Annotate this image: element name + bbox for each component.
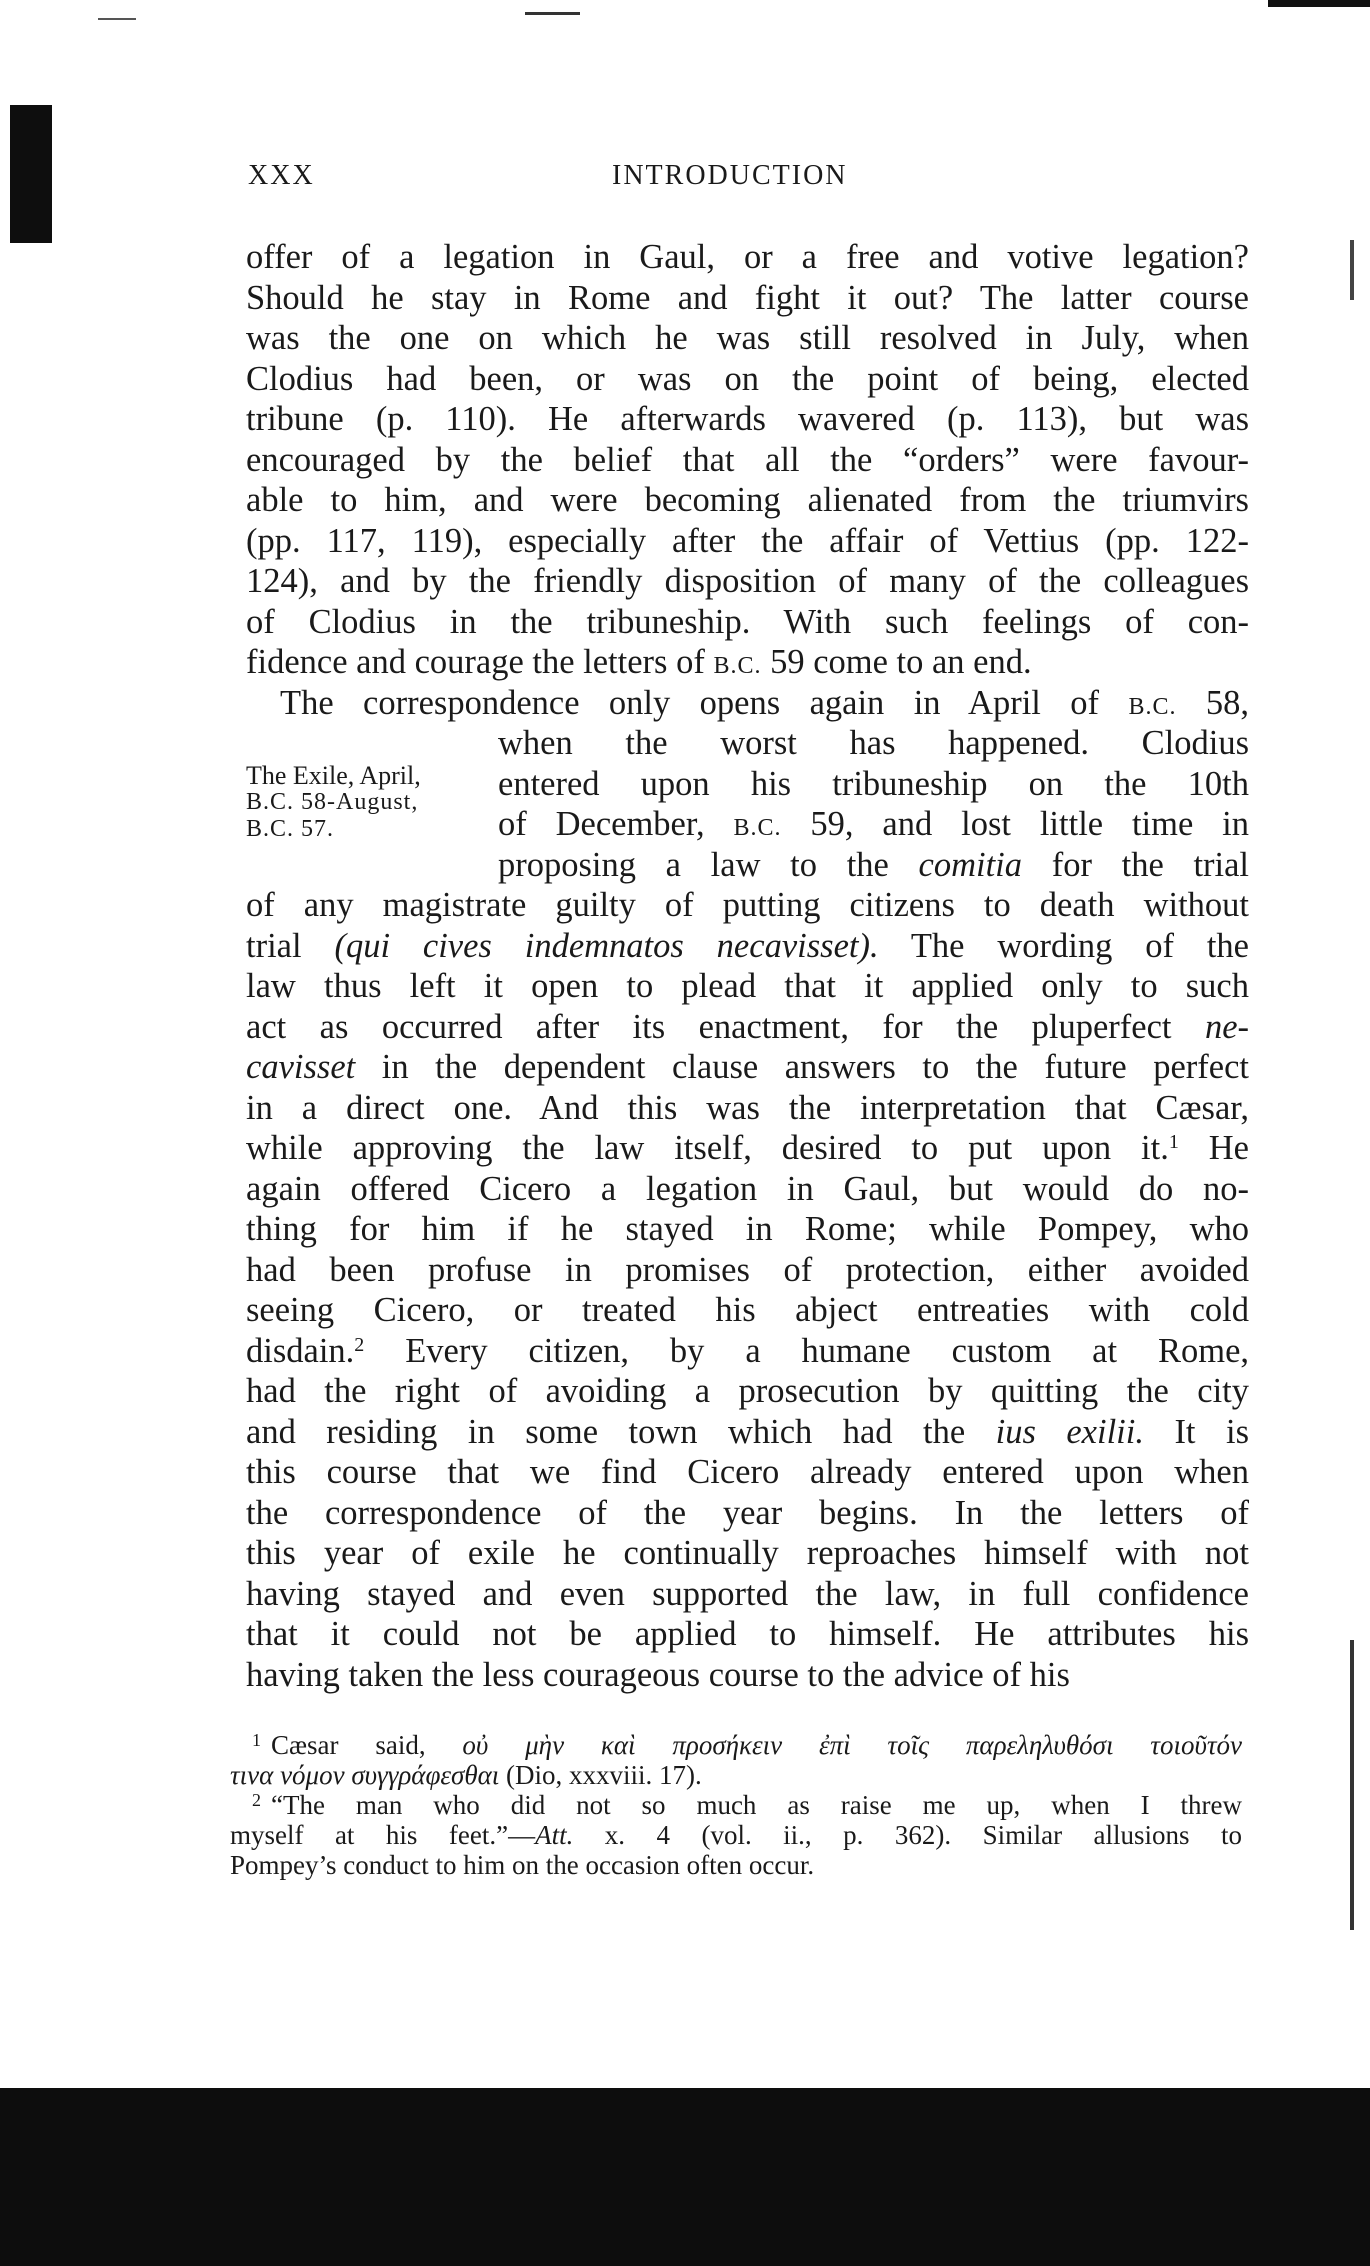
text-line: of any magistrate guilty of putting citizens to death without <box>246 886 1249 924</box>
text-line: proposing a law to the comitia for the trial <box>498 845 1249 884</box>
text-line: having stayed and even supported the law, in full confidence <box>246 1574 1249 1613</box>
footnote-ref-1[interactable]: 1 <box>1168 1131 1179 1153</box>
text-line: of Clodius in the tribuneship. With such feelings of con- <box>246 602 1249 641</box>
footnote-ref-2[interactable]: 2 <box>354 1333 365 1356</box>
page-edge-shadow-upper <box>1350 240 1354 300</box>
text-line: while approving the law itself, desired to put upon it.$^1$ He <box>246 1129 1249 1167</box>
scan-rule-left <box>98 18 136 20</box>
binding-shadow <box>10 105 52 243</box>
marginal-note-line: The Exile, April, <box>246 761 421 790</box>
text-line: cavisset in the dependent clause answers to the future perfect <box>246 1048 1249 1086</box>
body-text-upper <box>246 237 1249 723</box>
page-number: XXX <box>248 160 315 191</box>
text-line: having taken the less courageous course to the advice of his <box>246 1655 1070 1694</box>
running-head <box>248 160 1248 200</box>
marginal-note-line: B.C. 58-August, <box>246 789 419 815</box>
text-line: fidence and courage the letters of B.C. 59 come to an end. <box>246 643 1032 681</box>
page-edge-shadow-lower <box>1350 1640 1354 1930</box>
text-line: tribune (p. 110). He afterwards wavered (p. 113), but was <box>246 400 1249 438</box>
text-line: the correspondence of the year begins. In the letters of <box>246 1493 1249 1532</box>
text-line: seeing Cicero, or treated his abject entreaties with cold <box>246 1291 1249 1329</box>
text-line: and residing in some town which had the ius exilii. It is <box>246 1412 1249 1451</box>
running-title: INTRODUCTION <box>612 160 848 191</box>
text-line: had been profuse in promises of protection, either avoided <box>246 1250 1249 1289</box>
text-line: was the one on which he was still resolved in July, when <box>246 319 1249 357</box>
scan-rule-middle <box>525 12 580 15</box>
text-line: act as occurred after its enactment, for the pluperfect ne- <box>246 1007 1249 1046</box>
footnote-marker: 2 <box>252 1790 261 1810</box>
text-line: law thus left it open to plead that it applied only to such <box>246 967 1249 1005</box>
body-text-narrow <box>246 723 1249 885</box>
text-line: Clodius had been, or was on the point of being, elected <box>246 359 1249 398</box>
text-line: had the right of avoiding a prosecution by quitting the city <box>246 1372 1249 1410</box>
text-line: able to him, and were becoming alienated from the triumvirs <box>246 481 1249 519</box>
text-line: Should he stay in Rome and fight it out? The latter course <box>246 278 1249 317</box>
footnote-2-cont: myself at his feet.”—Att. x. 4 (vol. ii., p. 362). Similar allusions to <box>230 1820 1242 1850</box>
paragraph-start: The correspondence only opens again in April of B.C. 58, <box>280 683 1249 722</box>
text-line: when the worst has happened. Clodius <box>498 724 1249 762</box>
text-line: in a direct one. And this was the interpretation that Cæsar, <box>246 1088 1249 1127</box>
text-line: disdain.$^2$ Every citizen, by a humane custom at Rome, <box>246 1331 1249 1370</box>
footnote-1-cont: τινα νόμον συγγράφεσθαι (Dio, xxxviii. 17). <box>230 1760 702 1790</box>
footnote-2-cont: Pompey’s conduct to him on the occasion often occur. <box>230 1850 815 1880</box>
text-line: offer of a legation in Gaul, or a free and votive legation? <box>246 238 1249 276</box>
text-line: again offered Cicero a legation in Gaul, but would do no- <box>246 1169 1249 1208</box>
text-line: (pp. 117, 119), especially after the affair of Vettius (pp. 122- <box>246 521 1249 560</box>
scan-bottom-shadow <box>0 2088 1370 2266</box>
text-line: this year of exile he continually reproaches himself with not <box>246 1534 1249 1572</box>
text-line: 124), and by the friendly disposition of many of the colleagues <box>246 562 1249 600</box>
text-line: trial (qui cives indemnatos necavisset). The wording of the <box>246 926 1249 965</box>
text-line: thing for him if he stayed in Rome; while Pompey, who <box>246 1210 1249 1248</box>
footnote-2: $^2$ “The man who did not so much as raise me up, when I threw <box>252 1790 1242 1820</box>
footnotes <box>230 1730 1242 1880</box>
footnote-1: $^1$ Cæsar said, οὐ μὴν καὶ προσήκειν ἐπὶ τοῖς παρεληλυθόσι τοιοῦτόν <box>252 1730 1242 1760</box>
text-line: of December, B.C. 59, and lost little time in <box>498 805 1249 843</box>
scan-rule-right <box>1268 0 1370 7</box>
text-line: encouraged by the belief that all the “orders” were favour- <box>246 440 1249 479</box>
text-line: this course that we find Cicero already entered upon when <box>246 1453 1249 1491</box>
text-line: that it could not be applied to himself. He attributes his <box>246 1615 1249 1653</box>
text-line: entered upon his tribuneship on the 10th <box>498 764 1249 803</box>
body-text-lower <box>246 885 1249 1695</box>
footnote-marker: 1 <box>252 1730 261 1750</box>
marginal-note-line: B.C. 57. <box>246 816 335 842</box>
